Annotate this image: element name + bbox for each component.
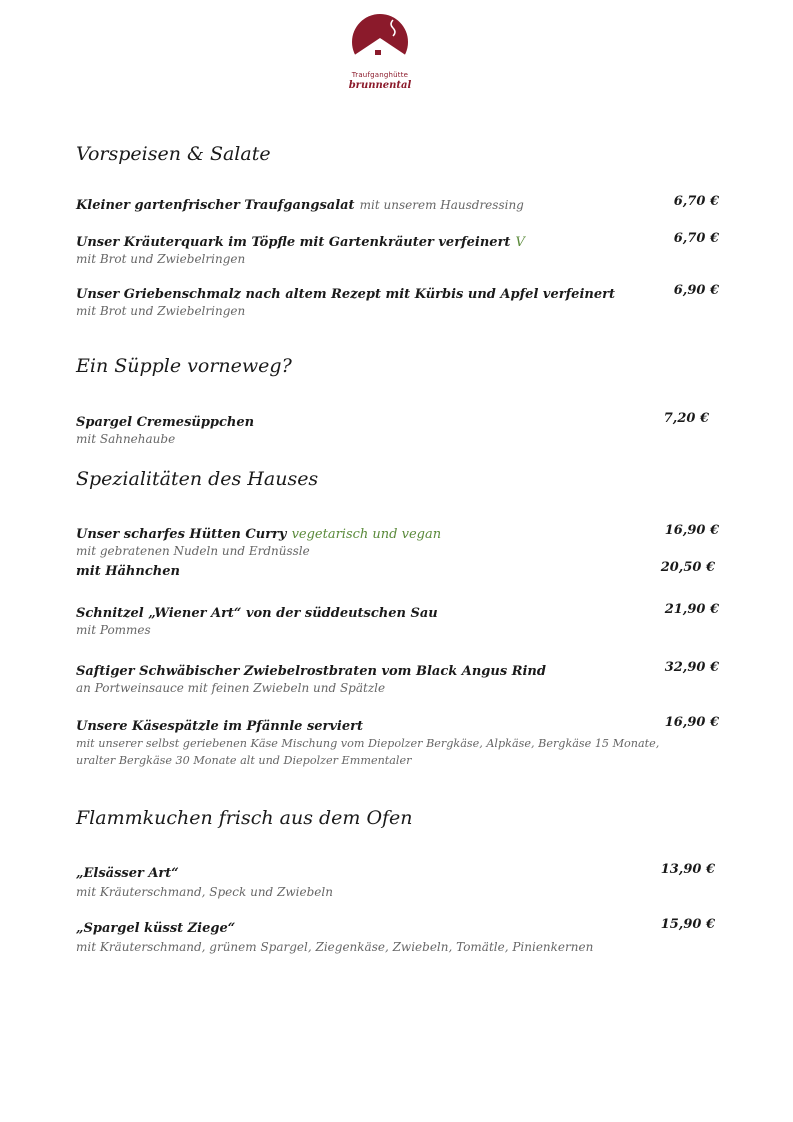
section-title-starters: Vorspeisen & Salate: [76, 143, 271, 165]
menu-item: [76, 715, 719, 769]
menu-item: [76, 862, 719, 901]
item-name: „Elsässer Art“: [76, 866, 179, 881]
item-name: Unser scharfes Hütten Curry: [76, 527, 287, 542]
item-price: 21,90 €: [664, 602, 719, 617]
restaurant-logo: [345, 14, 415, 94]
section-title-soup: Ein Süpple vorneweg?: [76, 355, 292, 377]
logo-text-top: Traufganghütte: [351, 71, 409, 79]
item-description: mit Brot und Zwiebelringen: [76, 304, 246, 318]
hut-logo-icon: [345, 14, 415, 70]
item-name: Unser Griebenschmalz nach altem Rezept mit Kürbis und Apfel verfeinert: [76, 287, 615, 302]
item-name: Kleiner gartenfrischer Traufgangsalat: [76, 198, 355, 213]
item-name: Saftiger Schwäbischer Zwiebelrostbraten vom Black Angus Rind: [76, 664, 546, 679]
menu-item: [76, 602, 719, 639]
item-description: mit Sahnehaube: [76, 432, 176, 446]
item-price: 16,90 €: [664, 715, 719, 730]
vegan-tag: vegetarisch und vegan: [291, 527, 442, 542]
item-description: mit Kräuterschmand, grünem Spargel, Ziegenkäse, Zwiebeln, Tomätle, Pinienkernen: [76, 940, 594, 954]
menu-item: [76, 917, 719, 956]
item-price: 15,90 €: [660, 917, 715, 932]
menu-item: [76, 194, 719, 214]
logo-text-bottom: brunnental: [348, 80, 412, 91]
item-option-name: mit Hähnchen: [76, 564, 180, 579]
section-title-specialities: Spezialitäten des Hauses: [76, 468, 319, 490]
item-description: an Portweinsauce mit feinen Zwiebeln und Spätzle: [76, 681, 386, 695]
item-option-price: 20,50 €: [660, 560, 715, 575]
menu-item: [76, 523, 719, 580]
vegetarian-tag: V: [515, 235, 525, 250]
item-name: Schnitzel „Wiener Art“ von der süddeutschen Sau: [76, 606, 438, 621]
item-name: Spargel Cremesüppchen: [76, 415, 255, 430]
item-description-continued: uralter Bergkäse 30 Monate alt und Diepolzer Emmentaler: [76, 754, 412, 767]
menu-item: [76, 231, 719, 268]
item-description: mit unserer selbst geriebenen Käse Mischung vom Diepolzer Bergkäse, Alpkäse, Bergkäse 15 Monate,: [76, 737, 660, 750]
item-description: mit Kräuterschmand, Speck und Zwiebeln: [76, 885, 333, 899]
item-description: mit Brot und Zwiebelringen: [76, 252, 246, 266]
item-price: 6,90 €: [673, 283, 719, 298]
item-price: 7,20 €: [663, 411, 709, 426]
item-name: Unsere Käsespätzle im Pfännle serviert: [76, 719, 363, 734]
menu-item: [76, 660, 719, 697]
item-price: 6,70 €: [673, 194, 719, 209]
section-title-flammkuchen: Flammkuchen frisch aus dem Ofen: [76, 807, 413, 829]
item-price: 16,90 €: [664, 523, 719, 538]
item-name: „Spargel küsst Ziege“: [76, 921, 236, 936]
item-name: Unser Kräuterquark im Töpfle mit Gartenkräuter verfeinert: [76, 235, 511, 250]
item-description: mit gebratenen Nudeln und Erdnüssle: [76, 544, 310, 558]
item-price: 32,90 €: [664, 660, 719, 675]
menu-item: [76, 411, 719, 448]
item-price: 13,90 €: [660, 862, 715, 877]
menu-item: [76, 283, 719, 320]
item-note: mit unserem Hausdressing: [359, 198, 524, 212]
item-description: mit Pommes: [76, 623, 151, 637]
item-price: 6,70 €: [673, 231, 719, 246]
